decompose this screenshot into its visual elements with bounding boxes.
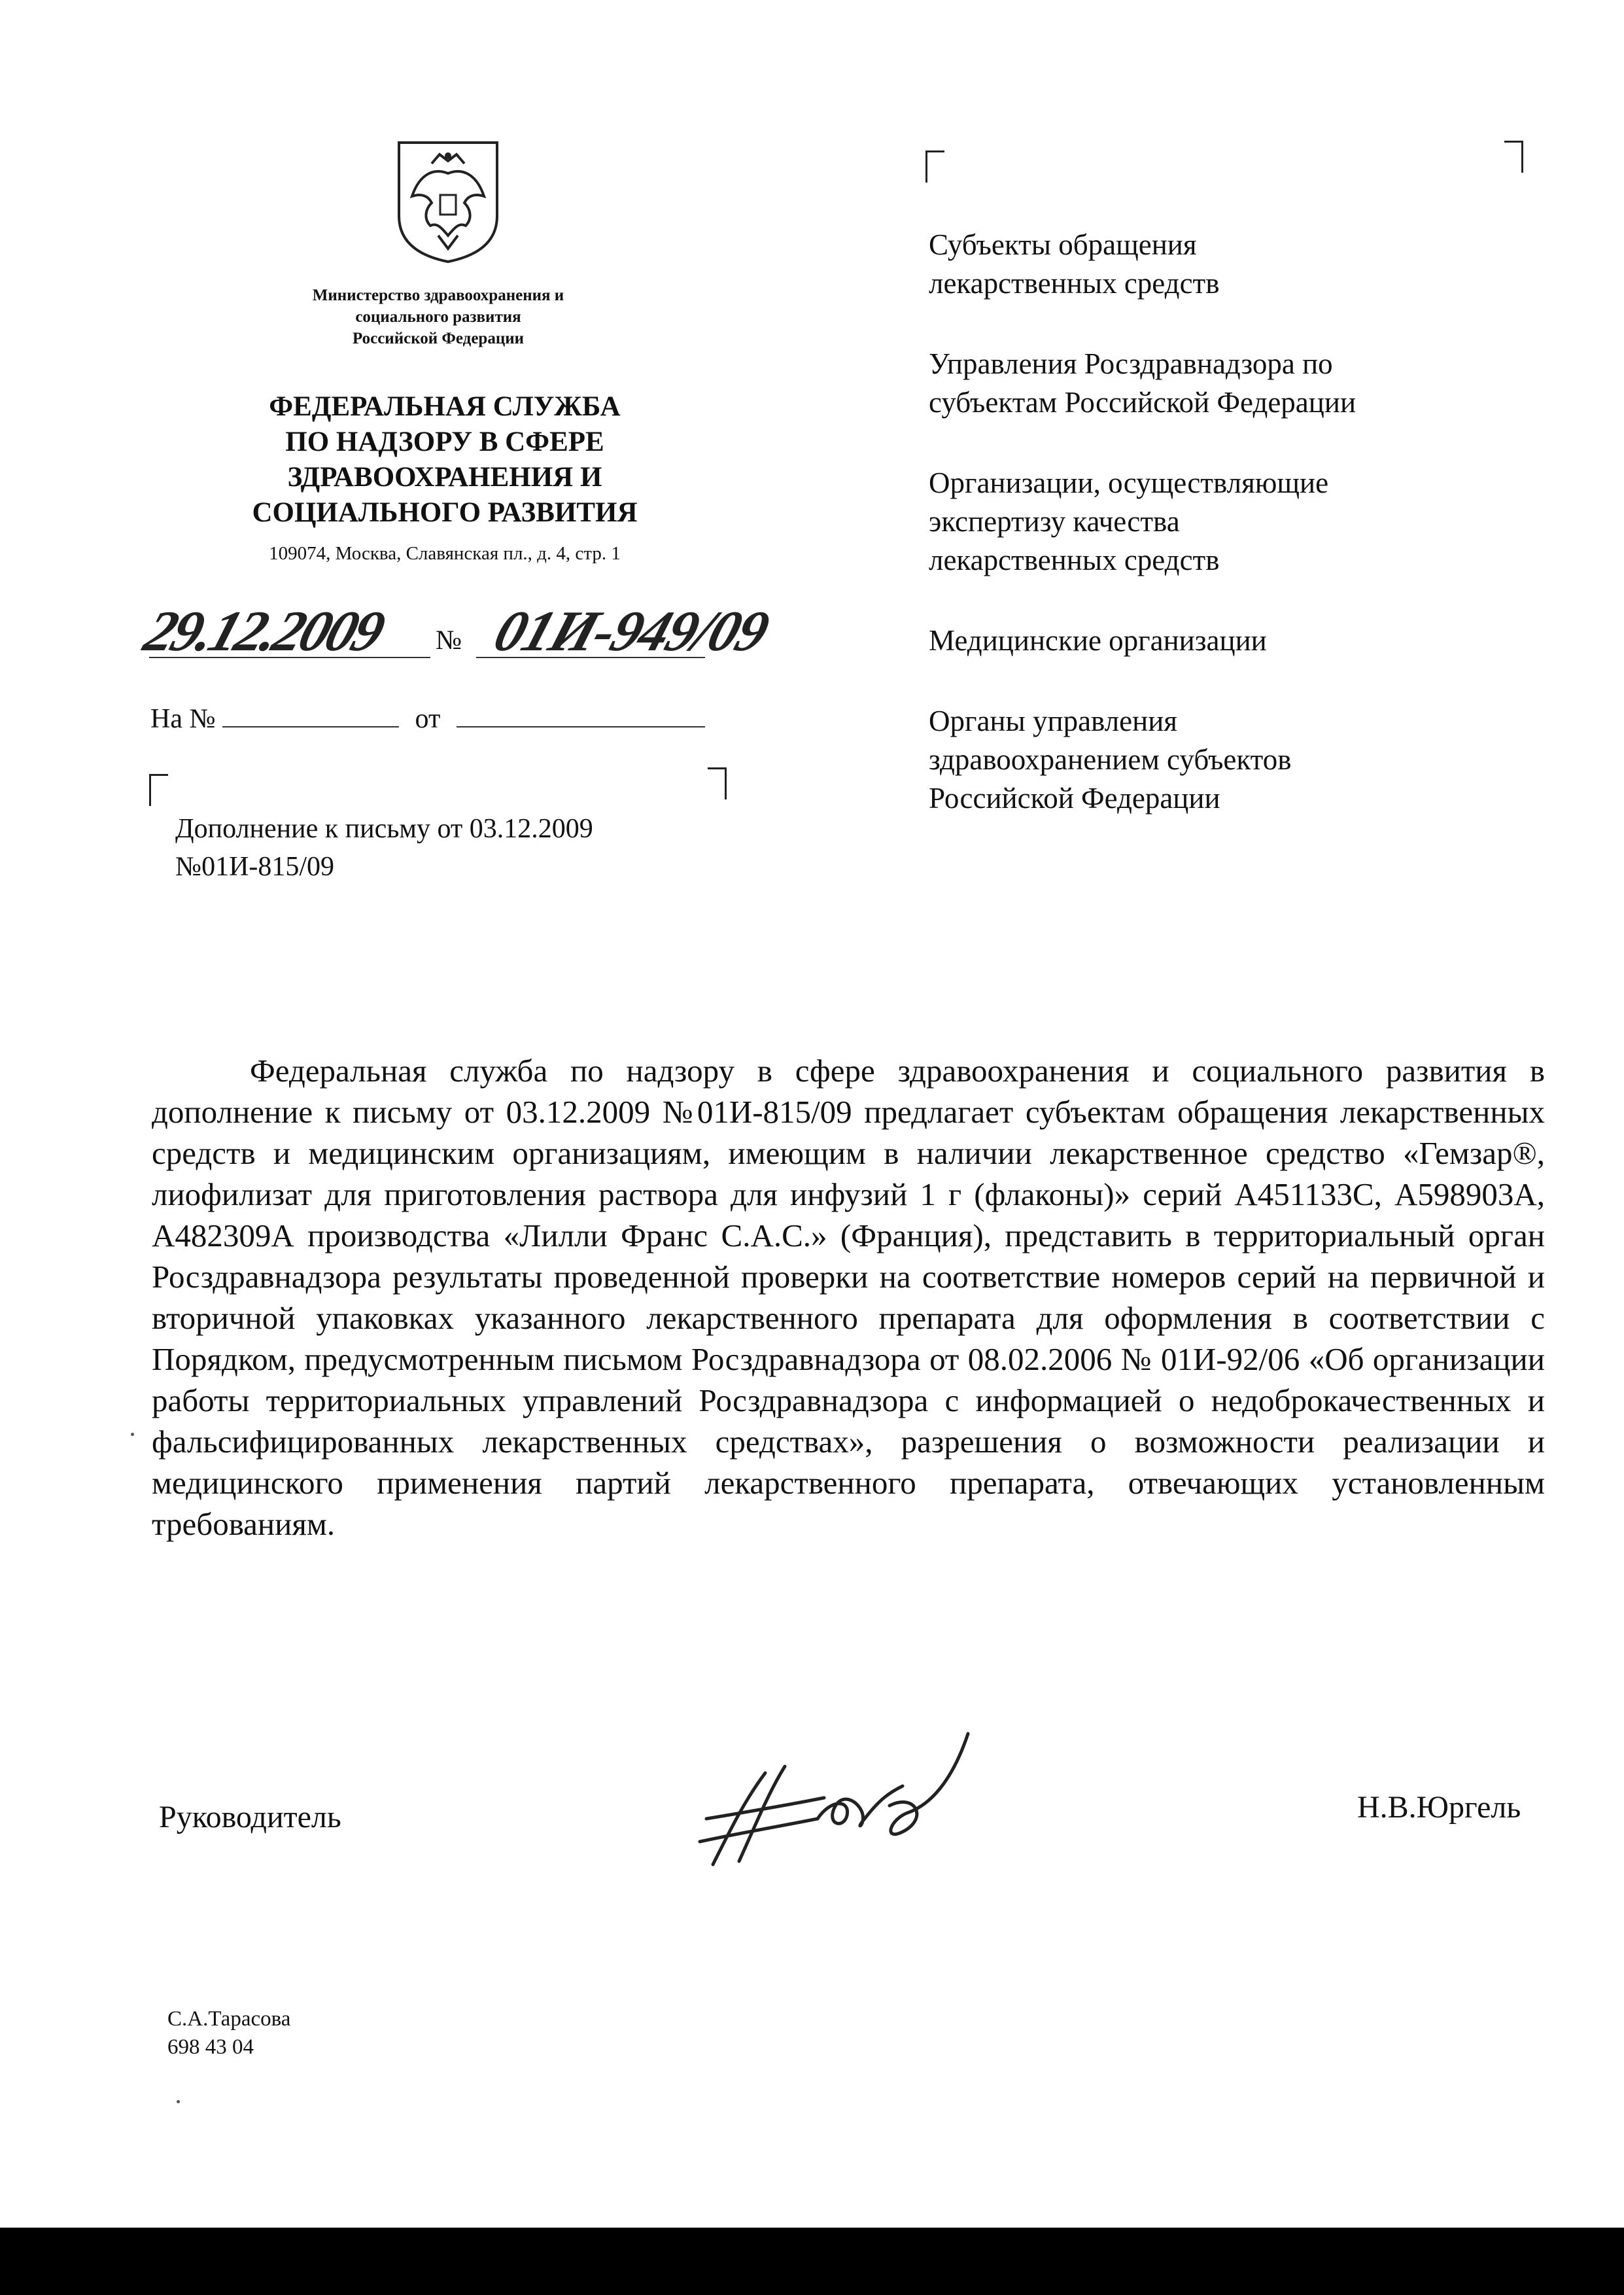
recipient-line: экспертизу качества xyxy=(929,505,1180,538)
agency-name xyxy=(216,389,674,531)
recipient xyxy=(929,345,1550,422)
recipient-line: Российской Федерации xyxy=(929,782,1220,815)
recipient xyxy=(929,622,1550,660)
reply-number-blank xyxy=(222,704,399,727)
signer-name: Н.В.Юргель xyxy=(1357,1790,1521,1825)
agency-address: 109074, Москва, Славянская пл., д. 4, стр. 1 xyxy=(269,543,621,564)
subject-line: Дополнение к письму от 03.12.2009 xyxy=(175,814,593,844)
number-label: № xyxy=(436,625,462,656)
recipient-line: лекарственных средств xyxy=(929,544,1220,576)
ministry-line: Российской Федерации xyxy=(352,330,525,347)
recipient-line: Органы управления xyxy=(929,705,1177,737)
registration-number: 01И-949/09 xyxy=(487,600,776,663)
subject-bracket-left xyxy=(149,774,168,806)
recipient-line: Организации, осуществляющие xyxy=(929,466,1329,499)
reply-date-blank xyxy=(457,704,705,727)
recipient-line: лекарственных средств xyxy=(929,267,1220,300)
agency-line: ПО НАДЗОРУ В СФЕРЕ xyxy=(285,427,604,457)
reply-reference xyxy=(150,703,705,735)
recipients-bracket-right xyxy=(1504,141,1523,173)
recipient-line: субъектам Российской Федерации xyxy=(929,386,1356,419)
handwritten-signature xyxy=(693,1721,981,1878)
agency-line: СОЦИАЛЬНОГО РАЗВИТИЯ xyxy=(252,497,638,528)
recipients-list xyxy=(929,226,1550,860)
executor-info xyxy=(167,2005,290,2061)
recipient xyxy=(929,702,1550,818)
subject-line: №01И-815/09 xyxy=(175,852,335,882)
ministry-name xyxy=(249,285,628,349)
executor-name: С.А.Тарасова xyxy=(167,2007,291,2031)
ministry-line: Министерство здравоохранения и xyxy=(312,287,564,304)
signer-title: Руководитель xyxy=(159,1800,341,1834)
recipient-line: Субъекты обращения xyxy=(929,228,1197,261)
recipient xyxy=(929,226,1550,303)
letter-body: Федеральная служба по надзору в сфере здравоохранения и социального развития в дополнение к письму от 03.12.2009 №01И-815/09 предлагает субъектам обращения лекарственных средств и медицинским организациям, имеющим в наличии лекарственное средство «Гемзар®, лиофилизат для приготовления раствора для инфузий 1 г (флаконы)» серий А451133С, А598903А, А482309А производства «Лилли Франс С.А.С.» (Франция), представить в территориальный орган Росздравнадзора результаты проведенной проверки на соответствие номеров серий на первичной и вторичной упаковках указанного лекарственного препарата для оформления в соответствии с Порядком, предусмотренным письмом Росздравнадзора от 08.02.2006 № 01И-92/06 «Об организации работы территориальных управлений Росздравнадзора с информацией о недоброкачественных и фальсифицированных лекарственных средствах», разрешения о возможности реализации и медицинского применения партий лекарственного препарата, отвечающих установленным требованиям. xyxy=(152,1053,1545,1542)
agency-line: ФЕДЕРАЛЬНАЯ СЛУЖБА xyxy=(269,391,621,422)
executor-phone: 698 43 04 xyxy=(167,2035,254,2059)
registration-date: 29.12.2009 xyxy=(137,600,390,663)
recipient-line: Медицинские организации xyxy=(929,624,1267,657)
russian-coat-of-arms-icon xyxy=(392,137,504,265)
scan-border xyxy=(0,2228,1624,2295)
agency-line: ЗДРАВООХРАНЕНИЯ И xyxy=(287,462,602,493)
ministry-line: социального развития xyxy=(355,308,521,326)
letter-subject xyxy=(175,810,712,886)
reply-from-label: от xyxy=(415,704,441,734)
scan-speck xyxy=(131,1433,134,1436)
recipient xyxy=(929,464,1550,580)
reply-prefix: На № xyxy=(150,704,216,734)
subject-bracket-right xyxy=(708,767,727,799)
recipient-line: Управления Росздравнадзора по xyxy=(929,347,1333,380)
recipient-line: здравоохранением субъектов xyxy=(929,743,1292,776)
recipients-bracket-left xyxy=(925,150,944,183)
scan-speck xyxy=(177,2100,180,2103)
